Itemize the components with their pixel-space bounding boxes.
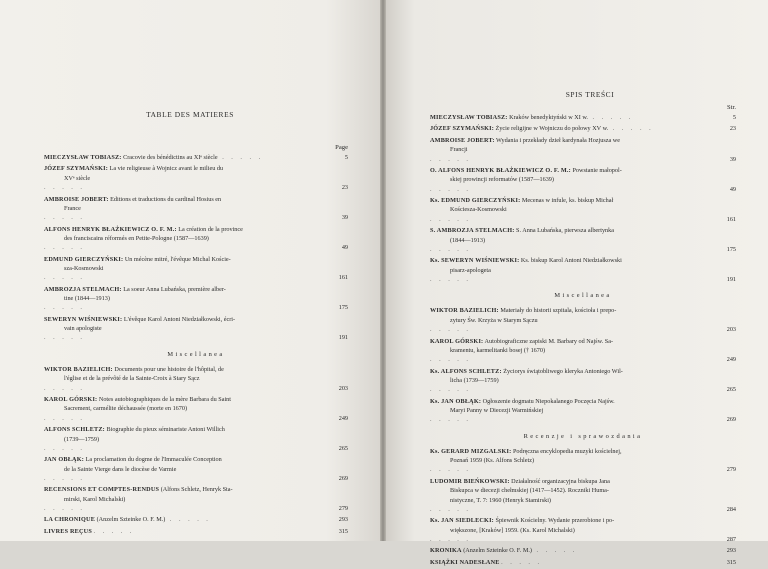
toc-entry [430,136,736,164]
entry-text [430,136,718,164]
entry-page-number: 249 [338,414,348,422]
entry-author: MIECZYSŁAW TOBIASZ: [430,114,508,121]
dot-leader: . . . . . [44,444,85,452]
entry-page-number: 49 [341,244,348,252]
dot-leader: . . . . . [44,504,85,512]
entry-author: SEWERYN WIŚNIEWSKI: [44,315,123,323]
entry-text [44,425,330,453]
entry-author: JAN OBŁĄK: [44,456,84,464]
page-title: SPIS TREŚCI [565,90,615,99]
dot-leader: . . . . . [430,466,471,474]
entry-text [44,455,330,483]
entry-author: AMBROISE JOBERT: [430,136,495,144]
entry-title-continued: licha (1739—1759) [450,376,499,384]
toc-entry [44,425,348,453]
entry-page-number: 175 [726,245,736,253]
entry-text [430,367,718,395]
entry-page-number: 203 [726,326,736,334]
entry-page-number: 191 [338,334,348,342]
entry-text [430,558,718,567]
entry-title-continued: Kościesza-Kosmowski [450,206,507,214]
dot-leader: . . . . . [44,414,85,422]
toc-entry [430,397,736,425]
entry-text [44,164,330,192]
dot-leader: . . . . . [430,185,471,193]
dot-leader: . . . . . [165,516,211,524]
entry-page-number: 175 [338,304,348,312]
entry-title-continued: l'église et de la prévôté de la Sainte-Croix à Stary Sącz [64,375,200,383]
entry-page-number: 315 [726,558,736,566]
entry-author: O. ALFONS HENRYK BŁAŻKIEWICZ O. F. M.: [430,167,571,175]
entry-author: Ks. JAN OBŁĄK: [430,397,482,405]
dot-leader: . . . . . [608,125,654,133]
toc-entry [44,195,348,223]
dot-leader: . . . . . [44,474,85,482]
entry-page-number: 23 [341,184,348,192]
entry-title: Un mécène mitré, l'évêque Michal Koście- [124,255,231,263]
entry-title: Podręczna encyklopedia muzyki kościelnej, [512,447,622,455]
dot-leader: . . . . . [430,505,471,513]
toc-entry [430,166,736,194]
entry-author: RECENSIONS ET COMPTES-RENDUS [44,486,160,494]
entry-text [44,285,330,313]
entry-text [430,256,718,284]
entry-title: Mecenas w infule, ks. biskup Michał [521,197,614,205]
toc-entry [430,113,736,122]
entry-title: S. Anna Lubańska, pierwsza albertynka [516,227,614,235]
toc-entry [44,285,348,313]
entry-title-continued: Sacrement, carmélite déchaussée (morte en 1670) [64,405,188,413]
entry-title-continued: vain apologiste [64,325,102,333]
toc-entry [430,367,736,395]
entry-text [430,166,718,194]
entry-title: Kraków benedyktyński w XI w. [509,114,588,121]
entry-text [44,225,330,253]
entry-page-number: 265 [338,444,348,452]
dot-leader: . . . . . [217,154,264,161]
entry-title-continued: większone, [Kraków] 1959. (Ks. Karol Michalski) [450,526,575,534]
entry-title-continued: des franciscains réformés en Petite-Pologne (1587—1639) [64,234,209,242]
entry-text [44,365,330,393]
entry-author: Ks. JAN SIEDLECKI: [430,517,494,525]
page-column-header: Page [335,144,348,151]
entry-title: Biographie du pieux séminariste Antoni Willich [106,426,225,434]
entry-title: Notes autobiographiques de la mère Barbara du Saint [98,396,231,404]
entry-text [430,226,718,254]
entry-page-number: 191 [726,275,736,283]
toc-entry [430,516,736,544]
toc-entry [430,124,736,133]
entry-text [430,447,718,475]
dot-leader: . . . . . [44,384,85,392]
toc-entry [44,153,348,162]
entry-text [430,337,718,365]
entry-author: KAROL GÓRSKI: [430,337,484,345]
section-heading: Miscellanea [167,350,225,358]
entry-title: Życiorys świątobliwego kleryka Antoniego Wil- [503,367,623,375]
entry-author: AMBROZJA STELMACH: [44,285,122,293]
entry-text [44,255,330,283]
toc-right [430,103,736,569]
entry-title: Documents pour une histoire de l'hôpital, de [114,366,224,374]
entry-title-continued: zytury Św. Krzyża w Starym Sączu [450,316,538,324]
toc-entry [44,455,348,483]
entry-author: KSIĄŻKI NADESŁANE [430,558,500,566]
entry-title: Cracovie des bénédictins au XIᵉ siècle [123,154,218,161]
entry-title: Życie religijne w Wojniczu do połowy XV w. [495,125,609,133]
toc-entry [430,477,736,514]
entry-page-number: 161 [338,274,348,282]
entry-page-number: 287 [726,535,736,543]
dot-leader: . . . . . [501,558,543,566]
entry-title-continued: Biskupca w diecezji chełmskiej (1417—1452). Roczniki Huma- [450,487,609,495]
entry-title: L'évêque Karol Antoni Niedziałkowski, écri- [123,315,236,323]
entry-author: WIKTOR BAZIELICH: [430,307,499,315]
entry-title-continued: mirski, Karol Michalski) [64,495,126,503]
section-heading: Miscellanea [554,292,612,300]
entry-text [44,515,330,524]
entry-page-number: 161 [726,215,736,223]
entry-text [430,516,718,544]
dot-leader: . . . . . [587,114,634,121]
entry-author: AMBROISE JOBERT: [44,195,109,203]
dot-leader: . . . . . [44,274,85,282]
entry-author: Ks. GERARD MIZGALSKI: [430,447,512,455]
entry-page-number: 5 [344,154,348,161]
dot-leader: . . . . . [430,535,471,543]
entry-title-continued: Francji [450,146,468,154]
toc-left [44,143,348,538]
entry-title-continued: tine (1844—1913) [64,295,110,303]
entry-page-number: 23 [729,125,736,133]
entry-author: JÓZEF SZYMAŃSKI: [44,165,108,173]
toc-entry [430,256,736,284]
entry-title: Ogłoszenie dogmatu Niepokalanego Poczęcia Najśw. [482,397,615,405]
entry-title-continued: skiej prowincji reformatów (1587—1639) [450,176,554,184]
entry-text [44,315,330,343]
dot-leader: . . . . . [44,184,85,192]
entry-author: KRONIKA [430,547,462,555]
entry-title-continued: (1844—1913) [450,236,486,244]
entry-author: LIVRES REÇUS [44,527,92,535]
toc-entry [430,306,736,334]
entry-page-number: 249 [726,356,736,364]
entry-text [430,113,718,122]
entry-title: La proclamation du dogme de l'Immaculée Conception [85,456,222,464]
toc-entry [44,255,348,283]
entry-title-continued: France [64,204,81,212]
toc-entry [44,315,348,343]
entry-page-number: 269 [338,474,348,482]
entry-text [430,477,718,514]
dot-leader: . . . . . [430,416,471,424]
dot-leader: . . . . . [44,304,85,312]
entry-author: LUDOMIR BIEŃKOWSKI: [430,477,510,485]
entry-page-number: 269 [726,416,736,424]
entry-page-number: 284 [726,505,736,513]
entry-title: (Anzelm Szteinke O. F. M.) [96,516,166,524]
entry-page-number: 279 [726,466,736,474]
book-gutter [380,0,386,541]
dot-leader: . . . . . [430,155,471,163]
toc-entry [44,365,348,393]
entry-author: MIECZYSŁAW TOBIASZ: [44,154,122,161]
toc-entry [44,225,348,253]
toc-entry [44,527,348,536]
entry-text [430,124,718,133]
toc-entry [44,485,348,513]
dot-leader: . . . . . [430,275,471,283]
entry-author: ALFONS SCHLETZ: [44,426,105,434]
entry-text [430,196,718,224]
toc-entry [430,226,736,254]
entry-page-number: 49 [729,185,736,193]
entry-title: La soeur Anna Lubańska, première alber- [123,285,226,293]
entry-author: LA CHRONIQUE [44,516,96,524]
dot-leader: . . . . . [93,527,135,535]
entry-title-continued: (1739—1759) [64,435,100,443]
entry-page-number: 265 [726,386,736,394]
entry-author: ALFONS HENRYK BŁAŻKIEWICZ O. F. M.: [44,225,177,233]
entry-author: KAROL GÓRSKI: [44,396,98,404]
toc-entry [430,447,736,475]
entry-page-number: 279 [338,504,348,512]
entry-title: La création de la province [178,225,243,233]
entry-page-number: 315 [338,527,348,535]
entry-text [44,527,330,536]
entry-title: Editions et traductions du cardinal Hosius en [110,195,222,203]
toc-entry [430,546,736,555]
entry-title-continued: nistyczne, T. 7: 1960 (Henryk Stamirski) [450,496,551,504]
dot-leader: . . . . . [531,547,578,555]
toc-entry [44,395,348,423]
entry-page-number: 293 [338,516,348,524]
entry-text [44,153,330,162]
entry-page-number: 293 [726,547,736,555]
entry-author: Ks. SEWERYN WIŚNIEWSKI: [430,257,520,265]
toc-entry [430,196,736,224]
entry-author: EDMUND GIERCZYŃSKI: [44,255,124,263]
entry-text [44,395,330,423]
dot-leader: . . . . . [430,356,471,364]
entry-author: S. AMBROZJA STELMACH: [430,227,515,235]
entry-title: Działalność organizacyjna biskupa Jana [511,477,610,485]
entry-title: Ks. biskup Karol Antoni Niedziałkowski [520,257,622,265]
entry-title: (Alfons Schletz, Henryk Sta- [160,486,233,494]
entry-text [44,195,330,223]
entry-title: (Anzelm Szteinke O. F. M.) [463,547,532,555]
dot-leader: . . . . . [44,334,85,342]
entry-title-continued: sza-Kosmowski [64,265,104,273]
entry-title: Materiały do historii szpitala, kościoła i prepo- [500,307,617,315]
toc-entry [430,337,736,365]
dot-leader: . . . . . [430,215,471,223]
section-heading: Recenzje i sprawozdania [523,432,643,440]
entry-title: Powstanie małopol- [572,167,622,175]
entry-author: JÓZEF SZYMAŃSKI: [430,125,494,133]
entry-page-number: 203 [338,384,348,392]
toc-entry [44,515,348,524]
entry-text [430,306,718,334]
entry-title-continued: de la Sainte Vierge dans le diocèse de Varmie [64,465,177,473]
dot-leader: . . . . . [44,214,85,222]
entry-text [44,485,330,513]
entry-author: Ks. EDMUND GIERCZYŃSKI: [430,197,521,205]
entry-text [430,397,718,425]
entry-title: La vie religieuse à Wojnicz avant le milieu du [109,165,224,173]
toc-entry [430,558,736,567]
entry-text [430,546,718,555]
dot-leader: . . . . . [430,245,471,253]
entry-title-continued: pisarz-apologeta [450,266,491,274]
entry-title-continued: XVᵉ siècle [64,174,91,182]
entry-page-number: 39 [729,155,736,163]
toc-entry [44,164,348,192]
entry-title: Śpiewnik Kościelny. Wydanie przerobione i po- [495,517,615,525]
entry-title: Autobiograficzne zapiski M. Barbary od Najśw. Sa- [484,337,613,345]
dot-leader: . . . . . [430,386,471,394]
entry-author: Ks. ALFONS SCHLETZ: [430,367,502,375]
entry-title: Wydania i przekłady dzieł kardynała Hozjusza we [496,136,621,144]
entry-page-number: 5 [732,114,736,121]
dot-leader: . . . . . [430,326,471,334]
entry-title-continued: Poznań 1959 (Ks. Alfons Schletz) [450,457,535,465]
page-column-header: Str. [727,104,736,111]
entry-title-continued: kramentu, karmelitanki bosej († 1670) [450,346,546,354]
entry-page-number: 39 [341,214,348,222]
entry-title-continued: Maryi Panny w Diecezji Warmińskiej [450,407,544,414]
dot-leader: . . . . . [44,244,85,252]
entry-author: WIKTOR BAZIELICH: [44,366,113,374]
page-title: TABLE DES MATIERES [146,110,234,119]
